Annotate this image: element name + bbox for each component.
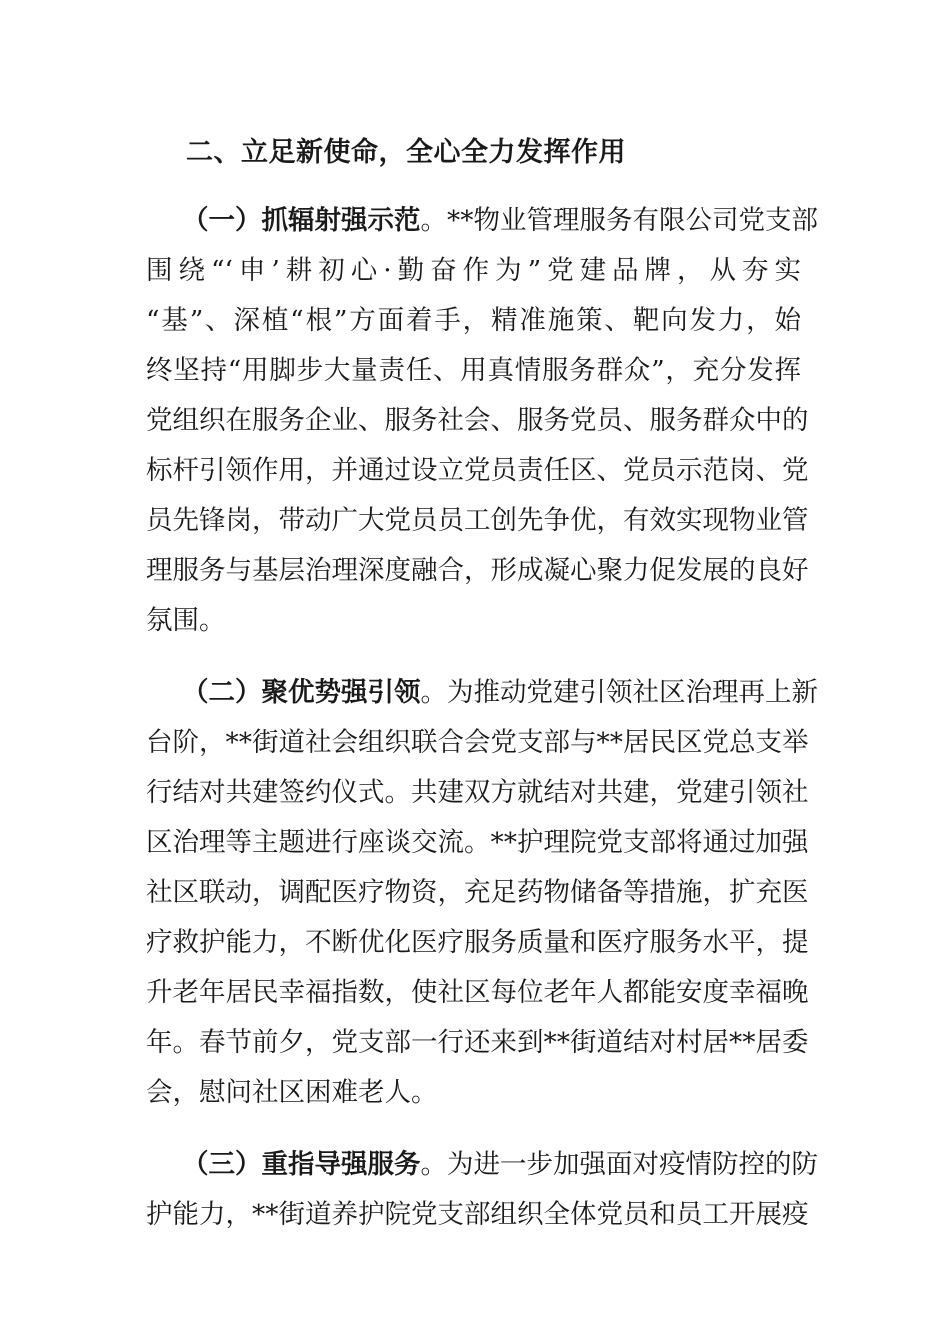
paragraph-line: 员先锋岗，带动广大党员员工创先争优，有效实现物业管 (146, 505, 809, 536)
paragraph-line: 区治理等主题进行座谈交流。**护理院党支部将通过加强 (146, 827, 809, 858)
paragraph-line: 疗救护能力，不断优化医疗服务质量和医疗服务水平，提 (146, 927, 809, 958)
paragraph-line: “基”、深植“根”方面着手，精准施策、靶向发力，始 (146, 305, 801, 336)
paragraph-text: 。为推动党建引领社区治理再上新 (420, 677, 818, 708)
paragraph-line: 党组织在服务企业、服务社会、服务党员、服务群众中的 (146, 405, 809, 436)
document-page (146, 126, 818, 1240)
paragraph-lead: （三）重指导强服务 (182, 1149, 421, 1180)
paragraph-lead: （一）抓辐射强示范 (182, 205, 421, 236)
paragraph-line: 行结对共建签约仪式。共建双方就结对共建，党建引领社 (146, 777, 809, 808)
paragraph-line: 标杆引领作用，并通过设立党员责任区、党员示范岗、党 (146, 455, 809, 486)
paragraph-line: 升老年居民幸福指数，使社区每位老年人都能安度幸福晚 (146, 977, 809, 1008)
paragraph-line: 氛围。 (146, 605, 226, 636)
paragraph-text: 。**物业管理服务有限公司党支部 (420, 205, 818, 236)
paragraph-3 (146, 1140, 818, 1240)
paragraph-line: 会，慰问社区困难老人。 (146, 1077, 438, 1108)
paragraph-line: 理服务与基层治理深度融合，形成凝心聚力促发展的良好 (146, 555, 809, 586)
paragraph-line (146, 196, 818, 246)
paragraph-line: 围绕“‘申’耕初心·勤奋作为”党建品牌，从夯实 (146, 255, 801, 286)
paragraph-line: 社区联动，调配医疗物资，充足药物储备等措施，扩充医 (146, 877, 809, 908)
paragraph-2 (146, 668, 818, 1118)
paragraph-1 (146, 196, 818, 646)
paragraph-line (146, 1140, 818, 1190)
paragraph-lead: （二）聚优势强引领 (182, 677, 421, 708)
paragraph-line: 台阶，**街道社会组织联合会党支部与**居民区党总支举 (146, 727, 809, 758)
paragraph-line: 终坚持“用脚步大量责任、用真情服务群众”，充分发挥 (146, 355, 801, 386)
section-heading: 二、立足新使命，全心全力发挥作用 (186, 137, 626, 168)
paragraph-line: 年。春节前夕，党支部一行还来到**街道结对村居**居委 (146, 1027, 809, 1058)
paragraph-text: 。为进一步加强面对疫情防控的防 (420, 1149, 818, 1180)
paragraph-line: 护能力，**街道养护院党支部组织全体党员和员工开展疫 (146, 1199, 809, 1230)
paragraph-line (146, 668, 818, 718)
